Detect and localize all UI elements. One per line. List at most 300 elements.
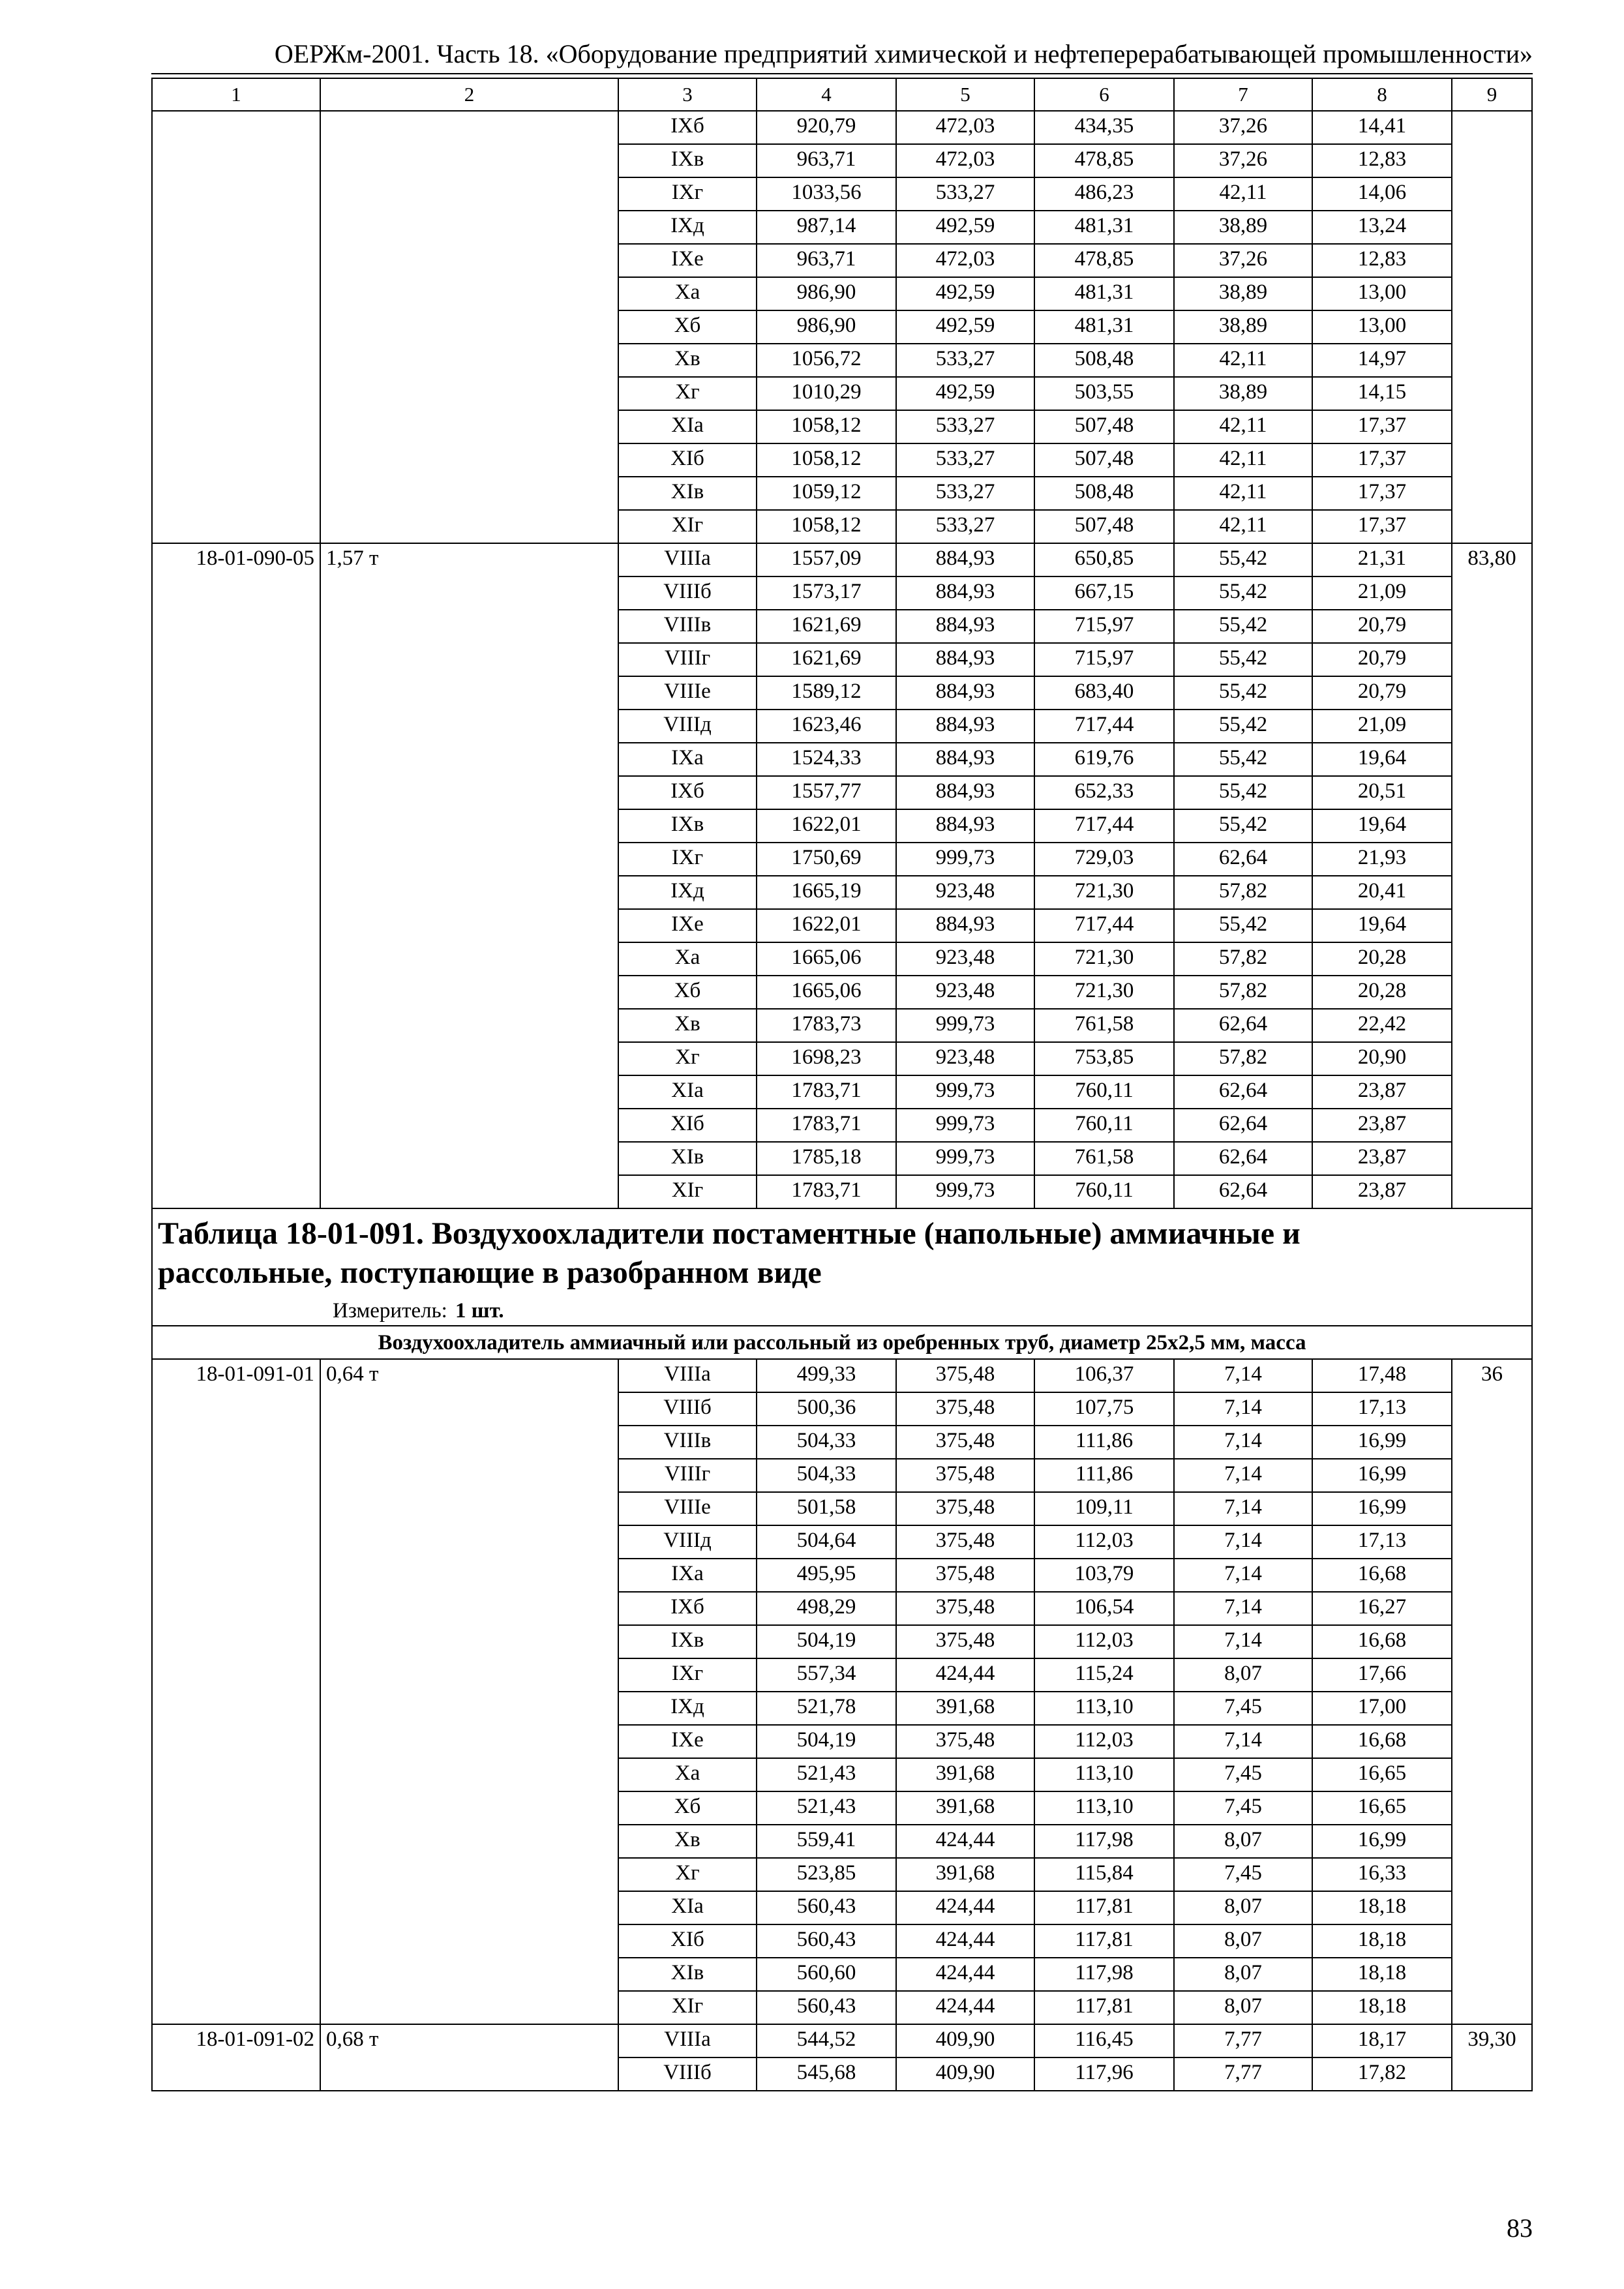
machines-cell: 434,35 [1034,111,1174,144]
machines-cell: 115,84 [1034,1858,1174,1891]
wages-cell: 375,48 [896,1492,1034,1525]
machinist-wages-cell: 37,26 [1174,111,1312,144]
wages-cell: 391,68 [896,1858,1034,1891]
total-cost-cell: 560,43 [757,1991,896,2024]
machinist-wages-cell: 38,89 [1174,377,1312,410]
machinist-wages-cell: 55,42 [1174,710,1312,743]
total-cost-cell: 1589,12 [757,676,896,710]
labor-cell: 23,87 [1312,1175,1452,1208]
zone-cell: XIв [618,477,757,510]
total-cost-cell: 504,19 [757,1625,896,1658]
wages-cell: 533,27 [896,410,1034,443]
total-cost-cell: 498,29 [757,1592,896,1625]
machinist-wages-cell: 55,42 [1174,543,1312,576]
zone-cell: VIIIв [618,1426,757,1459]
wages-cell: 923,48 [896,942,1034,976]
zone-cell: VIIIг [618,1459,757,1492]
zone-cell: Xа [618,942,757,976]
wages-cell: 492,59 [896,211,1034,244]
table-title-line-1: Таблица 18-01-091. Воздухоохладители постаментные (напольные) аммиачные и [158,1216,1301,1251]
machinist-wages-cell: 55,42 [1174,643,1312,676]
column-number: 7 [1174,78,1312,111]
table-row [152,2024,1532,2057]
zone-cell: VIIIв [618,610,757,643]
wages-cell: 999,73 [896,1109,1034,1142]
wages-cell: 492,59 [896,277,1034,310]
wages-cell: 375,48 [896,1559,1034,1592]
column-number: 2 [320,78,618,111]
labor-cell: 18,18 [1312,1924,1452,1958]
machinist-wages-cell: 7,14 [1174,1392,1312,1426]
machines-cell: 715,97 [1034,610,1174,643]
zone-cell: IXб [618,1592,757,1625]
labor-cell: 13,00 [1312,310,1452,344]
wages-cell: 999,73 [896,1009,1034,1042]
machinist-wages-cell: 42,11 [1174,410,1312,443]
labor-cell: 18,17 [1312,2024,1452,2057]
wages-cell: 533,27 [896,443,1034,477]
labor-cell: 17,66 [1312,1658,1452,1692]
zone-cell: Xа [618,1758,757,1791]
zone-cell: Xв [618,1009,757,1042]
machines-cell: 717,44 [1034,809,1174,843]
zone-cell: VIIIд [618,710,757,743]
machinist-wages-cell: 57,82 [1174,942,1312,976]
machines-cell: 106,54 [1034,1592,1174,1625]
wages-cell: 533,27 [896,344,1034,377]
machinist-wages-cell: 7,45 [1174,1692,1312,1725]
total-cost-cell: 504,64 [757,1525,896,1559]
wages-cell: 472,03 [896,244,1034,277]
total-cost-cell: 1623,46 [757,710,896,743]
column-number: 4 [757,78,896,111]
zone-cell: VIIIб [618,576,757,610]
machinist-wages-cell: 7,14 [1174,1525,1312,1559]
machinist-wages-cell: 7,14 [1174,1559,1312,1592]
machines-cell: 481,31 [1034,211,1174,244]
unit-line [158,1298,1526,1325]
total-cost-cell: 1750,69 [757,843,896,876]
zone-cell: IXб [618,111,757,144]
zone-cell: VIIIд [618,1525,757,1559]
wages-cell: 424,44 [896,1991,1034,2024]
machines-cell: 508,48 [1034,344,1174,377]
machines-cell: 111,86 [1034,1426,1174,1459]
machines-cell: 117,81 [1034,1924,1174,1958]
zone-cell: XIв [618,1958,757,1991]
labor-cell: 20,41 [1312,876,1452,909]
total-cost-cell: 523,85 [757,1858,896,1891]
machinist-wages-cell: 7,77 [1174,2024,1312,2057]
labor-cell: 16,68 [1312,1559,1452,1592]
rate-code: 18-01-091-02 [152,2024,320,2091]
total-cost-cell: 1665,06 [757,976,896,1009]
machinist-wages-cell: 7,14 [1174,1592,1312,1625]
machinist-wages-cell: 38,89 [1174,277,1312,310]
machines-cell: 717,44 [1034,710,1174,743]
machinist-wages-cell: 8,07 [1174,1958,1312,1991]
zone-cell: IXб [618,776,757,809]
table-row [152,543,1532,576]
labor-cell: 14,06 [1312,177,1452,211]
labor-cell: 14,41 [1312,111,1452,144]
wages-cell: 884,93 [896,710,1034,743]
machinist-wages-cell: 62,64 [1174,1109,1312,1142]
equipment-mass: 1,57 т [320,543,618,1208]
machinist-wages-cell: 55,42 [1174,576,1312,610]
machinist-wages-cell: 42,11 [1174,510,1312,543]
machines-cell: 507,48 [1034,443,1174,477]
total-cost-cell: 1665,06 [757,942,896,976]
wages-cell: 999,73 [896,1175,1034,1208]
total-cost-cell: 963,71 [757,244,896,277]
labor-cell: 23,87 [1312,1109,1452,1142]
wages-cell: 375,48 [896,1725,1034,1758]
zone-cell: IXе [618,1725,757,1758]
labor-cell: 16,65 [1312,1758,1452,1791]
zone-cell: IXв [618,144,757,177]
labor-cell: 13,00 [1312,277,1452,310]
machinist-wages-cell: 7,14 [1174,1625,1312,1658]
labor-cell: 17,37 [1312,443,1452,477]
zone-cell: VIIIб [618,1392,757,1426]
total-cost-cell: 495,95 [757,1559,896,1592]
zone-cell: VIIIб [618,2057,757,2091]
zone-cell: Xб [618,310,757,344]
machines-cell: 753,85 [1034,1042,1174,1075]
labor-cell: 19,64 [1312,743,1452,776]
labor-cell: 18,18 [1312,1891,1452,1924]
total-cost-cell: 560,60 [757,1958,896,1991]
labor-cell: 18,18 [1312,1991,1452,2024]
wages-cell: 375,48 [896,1625,1034,1658]
zone-cell: XIг [618,510,757,543]
machinist-wages-cell: 7,14 [1174,1492,1312,1525]
total-cost-cell: 1621,69 [757,643,896,676]
labor-cell: 20,28 [1312,976,1452,1009]
machines-cell: 478,85 [1034,144,1174,177]
machines-cell: 106,37 [1034,1359,1174,1392]
total-cost-cell: 501,58 [757,1492,896,1525]
column-9-value: 83,80 [1452,543,1532,1208]
machinist-wages-cell: 57,82 [1174,876,1312,909]
machinist-wages-cell: 62,64 [1174,1175,1312,1208]
wages-cell: 375,48 [896,1525,1034,1559]
zone-cell: IXе [618,244,757,277]
column-number: 8 [1312,78,1452,111]
zone-cell: VIIIа [618,2024,757,2057]
zone-cell: Xг [618,377,757,410]
table-title-line-2: рассольные, поступающие в разобранном виде [158,1255,822,1290]
labor-cell: 13,24 [1312,211,1452,244]
wages-cell: 884,93 [896,576,1034,610]
machinist-wages-cell: 7,45 [1174,1858,1312,1891]
machines-cell: 112,03 [1034,1525,1174,1559]
machines-cell: 117,96 [1034,2057,1174,2091]
labor-cell: 16,99 [1312,1492,1452,1525]
machinist-wages-cell: 38,89 [1174,211,1312,244]
machines-cell: 115,24 [1034,1658,1174,1692]
labor-cell: 22,42 [1312,1009,1452,1042]
wages-cell: 884,93 [896,743,1034,776]
machinist-wages-cell: 7,14 [1174,1359,1312,1392]
total-cost-cell: 559,41 [757,1825,896,1858]
table-body-bottom [152,1359,1532,2091]
machines-cell: 717,44 [1034,909,1174,942]
labor-cell: 20,90 [1312,1042,1452,1075]
labor-cell: 21,93 [1312,843,1452,876]
labor-cell: 17,48 [1312,1359,1452,1392]
total-cost-cell: 1557,77 [757,776,896,809]
machinist-wages-cell: 55,42 [1174,909,1312,942]
rates-table [151,78,1533,2091]
wages-cell: 409,90 [896,2024,1034,2057]
total-cost-cell: 521,43 [757,1758,896,1791]
zone-cell: XIв [618,1142,757,1175]
machinist-wages-cell: 7,14 [1174,1426,1312,1459]
zone-cell: VIIIе [618,1492,757,1525]
machinist-wages-cell: 62,64 [1174,1075,1312,1109]
machines-cell: 107,75 [1034,1392,1174,1426]
total-cost-cell: 504,19 [757,1725,896,1758]
labor-cell: 12,83 [1312,244,1452,277]
machines-cell: 116,45 [1034,2024,1174,2057]
labor-cell: 17,13 [1312,1392,1452,1426]
wages-cell: 375,48 [896,1426,1034,1459]
machinist-wages-cell: 8,07 [1174,1924,1312,1958]
total-cost-cell: 521,43 [757,1791,896,1825]
labor-cell: 16,68 [1312,1725,1452,1758]
machines-cell: 112,03 [1034,1625,1174,1658]
total-cost-cell: 1010,29 [757,377,896,410]
equipment-mass: 0,64 т [320,1359,618,2024]
machines-cell: 667,15 [1034,576,1174,610]
zone-cell: IXг [618,177,757,211]
total-cost-cell: 544,52 [757,2024,896,2057]
machinist-wages-cell: 7,45 [1174,1758,1312,1791]
labor-cell: 19,64 [1312,809,1452,843]
zone-cell: IXд [618,876,757,909]
machinist-wages-cell: 62,64 [1174,1142,1312,1175]
zone-cell: XIб [618,1924,757,1958]
total-cost-cell: 1056,72 [757,344,896,377]
total-cost-cell: 987,14 [757,211,896,244]
total-cost-cell: 1698,23 [757,1042,896,1075]
zone-cell: IXе [618,909,757,942]
table-row [152,111,1532,144]
total-cost-cell: 1665,19 [757,876,896,909]
machinist-wages-cell: 8,07 [1174,1658,1312,1692]
machines-cell: 112,03 [1034,1725,1174,1758]
total-cost-cell: 1621,69 [757,610,896,643]
machinist-wages-cell: 38,89 [1174,310,1312,344]
machinist-wages-cell: 7,45 [1174,1791,1312,1825]
machines-cell: 721,30 [1034,876,1174,909]
table-title-cell [152,1208,1532,1326]
zone-cell: Xг [618,1858,757,1891]
zone-cell: XIб [618,443,757,477]
wages-cell: 424,44 [896,1658,1034,1692]
total-cost-cell: 1059,12 [757,477,896,510]
wages-cell: 884,93 [896,543,1034,576]
machines-cell: 117,98 [1034,1825,1174,1858]
wages-cell: 884,93 [896,809,1034,843]
machines-cell: 683,40 [1034,676,1174,710]
total-cost-cell: 1058,12 [757,443,896,477]
machines-cell: 478,85 [1034,244,1174,277]
column-number: 6 [1034,78,1174,111]
unit-label: Измеритель: [333,1299,447,1323]
table-row [152,1359,1532,1392]
wages-cell: 884,93 [896,909,1034,942]
machinist-wages-cell: 8,07 [1174,1991,1312,2024]
zone-cell: IXг [618,843,757,876]
wages-cell: 391,68 [896,1758,1034,1791]
total-cost-cell: 545,68 [757,2057,896,2091]
zone-cell: VIIIг [618,643,757,676]
zone-cell: IXа [618,743,757,776]
labor-cell: 12,83 [1312,144,1452,177]
rate-code: 18-01-091-01 [152,1359,320,2024]
labor-cell: 16,65 [1312,1791,1452,1825]
labor-cell: 21,09 [1312,576,1452,610]
labor-cell: 17,00 [1312,1692,1452,1725]
total-cost-cell: 1785,18 [757,1142,896,1175]
labor-cell: 16,99 [1312,1459,1452,1492]
wages-cell: 533,27 [896,510,1034,543]
wages-cell: 424,44 [896,1825,1034,1858]
labor-cell: 17,82 [1312,2057,1452,2091]
machines-cell: 117,81 [1034,1891,1174,1924]
labor-cell: 23,87 [1312,1142,1452,1175]
wages-cell: 999,73 [896,1142,1034,1175]
zone-cell: VIIIа [618,543,757,576]
labor-cell: 18,18 [1312,1958,1452,1991]
page-header: ОЕРЖм-2001. Часть 18. «Оборудование предприятий химической и нефтеперерабатывающей промышленности» [274,39,1533,68]
machines-cell: 760,11 [1034,1109,1174,1142]
zone-cell: Xв [618,344,757,377]
labor-cell: 16,99 [1312,1426,1452,1459]
wages-cell: 472,03 [896,144,1034,177]
total-cost-cell: 1783,71 [757,1075,896,1109]
machines-cell: 481,31 [1034,277,1174,310]
labor-cell: 21,31 [1312,543,1452,576]
wages-cell: 999,73 [896,843,1034,876]
machines-cell: 507,48 [1034,510,1174,543]
total-cost-cell: 1557,09 [757,543,896,576]
wages-cell: 391,68 [896,1791,1034,1825]
total-cost-cell: 1783,71 [757,1175,896,1208]
total-cost-cell: 521,78 [757,1692,896,1725]
wages-cell: 884,93 [896,610,1034,643]
labor-cell: 20,28 [1312,942,1452,976]
wages-cell: 923,48 [896,1042,1034,1075]
machines-cell: 761,58 [1034,1009,1174,1042]
zone-cell: Xа [618,277,757,310]
total-cost-cell: 1524,33 [757,743,896,776]
machines-cell: 652,33 [1034,776,1174,809]
labor-cell: 21,09 [1312,710,1452,743]
wages-cell: 375,48 [896,1592,1034,1625]
column-number: 9 [1452,78,1532,111]
total-cost-cell: 504,33 [757,1459,896,1492]
wages-cell: 923,48 [896,876,1034,909]
machinist-wages-cell: 37,26 [1174,144,1312,177]
labor-cell: 20,79 [1312,643,1452,676]
wages-cell: 375,48 [896,1359,1034,1392]
total-cost-cell: 1622,01 [757,909,896,942]
total-cost-cell: 560,43 [757,1924,896,1958]
wages-cell: 999,73 [896,1075,1034,1109]
zone-cell: Xб [618,976,757,1009]
zone-cell: VIIIе [618,676,757,710]
total-cost-cell: 499,33 [757,1359,896,1392]
machines-cell: 109,11 [1034,1492,1174,1525]
labor-cell: 16,68 [1312,1625,1452,1658]
equipment-mass: 0,68 т [320,2024,618,2091]
labor-cell: 17,37 [1312,510,1452,543]
zone-cell: XIг [618,1175,757,1208]
zone-cell: XIа [618,1891,757,1924]
column-9-value: 36 [1452,1359,1532,2024]
machines-cell: 507,48 [1034,410,1174,443]
wages-cell: 884,93 [896,676,1034,710]
machinist-wages-cell: 55,42 [1174,743,1312,776]
machines-cell: 650,85 [1034,543,1174,576]
machinist-wages-cell: 55,42 [1174,776,1312,809]
machinist-wages-cell: 57,82 [1174,976,1312,1009]
labor-cell: 16,99 [1312,1825,1452,1858]
wages-cell: 533,27 [896,477,1034,510]
section-heading-row [152,1326,1532,1359]
rate-code: 18-01-090-05 [152,543,320,1208]
machines-cell: 729,03 [1034,843,1174,876]
total-cost-cell: 1058,12 [757,410,896,443]
labor-cell: 17,13 [1312,1525,1452,1559]
labor-cell: 20,79 [1312,610,1452,643]
column-9-value: 39,30 [1452,2024,1532,2091]
zone-cell: IXа [618,1559,757,1592]
total-cost-cell: 560,43 [757,1891,896,1924]
wages-cell: 492,59 [896,310,1034,344]
machines-cell: 113,10 [1034,1791,1174,1825]
machinist-wages-cell: 55,42 [1174,676,1312,710]
machinist-wages-cell: 37,26 [1174,244,1312,277]
total-cost-cell: 986,90 [757,277,896,310]
zone-cell: XIг [618,1991,757,2024]
zone-cell: IXд [618,211,757,244]
labor-cell: 14,97 [1312,344,1452,377]
total-cost-cell: 1783,71 [757,1109,896,1142]
total-cost-cell: 986,90 [757,310,896,344]
machinist-wages-cell: 42,11 [1174,477,1312,510]
machinist-wages-cell: 8,07 [1174,1891,1312,1924]
table-body-top [152,78,1532,1208]
column-9-value [1452,111,1532,543]
labor-cell: 20,79 [1312,676,1452,710]
machines-cell: 503,55 [1034,377,1174,410]
labor-cell: 20,51 [1312,776,1452,809]
machinist-wages-cell: 7,14 [1174,1725,1312,1758]
labor-cell: 17,37 [1312,477,1452,510]
wages-cell: 533,27 [896,177,1034,211]
labor-cell: 17,37 [1312,410,1452,443]
machines-cell: 117,81 [1034,1991,1174,2024]
zone-cell: Xб [618,1791,757,1825]
total-cost-cell: 1783,73 [757,1009,896,1042]
table-title-row [152,1208,1532,1326]
column-number: 1 [152,78,320,111]
